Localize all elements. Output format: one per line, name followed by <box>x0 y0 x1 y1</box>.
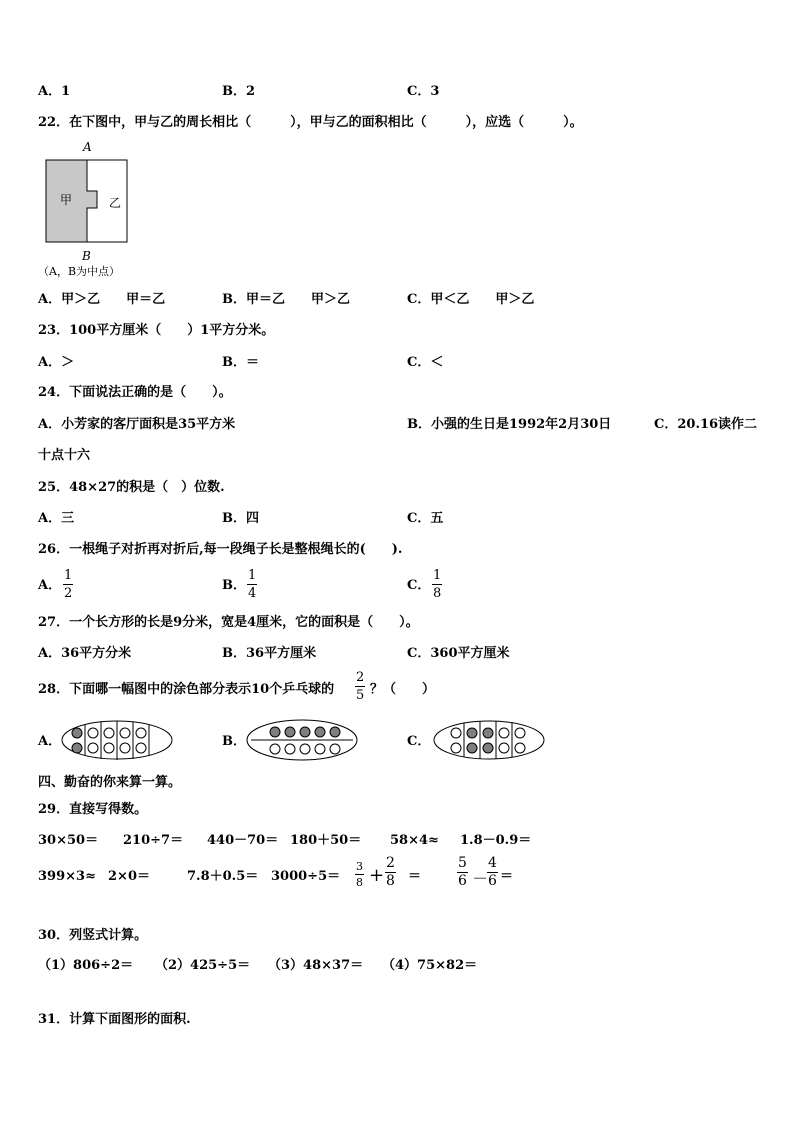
ping-pong-ball <box>270 727 280 737</box>
q26-letter-b: B． <box>222 578 246 593</box>
ping-pong-ball <box>467 743 477 753</box>
q29-frac-expr2-b: 4 6 <box>488 855 497 889</box>
q29-item-3: 440－70＝ <box>207 833 279 848</box>
ping-pong-ball <box>515 743 525 753</box>
q22-label-b: B <box>82 249 91 263</box>
ping-pong-ball <box>300 744 310 754</box>
q22-option-b: B．甲＝乙 甲＞乙 <box>222 292 350 307</box>
ping-pong-ball <box>330 727 340 737</box>
q29-item-9: 7.8＋0.5＝ <box>187 869 259 884</box>
q26-letter-c: C． <box>407 578 431 593</box>
q29-item-10: 3000÷5＝ <box>271 869 341 884</box>
q27-option-b: B．36平方厘米 <box>222 646 317 661</box>
q22-caption: （A，B为中点） <box>38 265 121 278</box>
ping-pong-ball <box>120 743 130 753</box>
q24-option-a: A．小芳家的客厅面积是35平方米 <box>38 417 236 432</box>
ping-pong-ball <box>467 728 477 738</box>
ping-pong-ball <box>483 743 493 753</box>
q29-item-1: 30×50＝ <box>38 833 99 848</box>
ping-pong-ball <box>136 728 146 738</box>
q30-item-4: （4）75×82＝ <box>382 958 478 973</box>
q22-label-jia: 甲 <box>60 193 73 207</box>
q28-figure-c <box>432 718 548 764</box>
q25-question: 25．48×27的积是（ ）位数. <box>38 480 225 495</box>
q21-option-a: A．1 <box>38 84 71 99</box>
q22-option-a: A．甲＞乙 甲＝乙 <box>38 292 166 307</box>
q29-frac-expr1-eq: ＝ <box>408 869 422 884</box>
q30-item-3: （3）48×37＝ <box>268 958 364 973</box>
q29-item-2: 210÷7＝ <box>123 833 184 848</box>
q31-title: 31．计算下面图形的面积. <box>38 1012 191 1027</box>
q28-question-start: 28．下面哪一幅图中的涂色部分表示10个乒乓球的 <box>38 682 335 697</box>
q30-title: 30．列竖式计算。 <box>38 928 148 943</box>
ping-pong-ball <box>88 728 98 738</box>
ping-pong-ball <box>315 744 325 754</box>
q28-fraction: 2 5 <box>356 670 365 703</box>
section-4-heading: 四、勤奋的你来算一算。 <box>38 775 182 790</box>
ping-pong-ball <box>136 743 146 753</box>
q29-item-7: 399×3≈ <box>38 869 96 884</box>
q23-option-b: B．＝ <box>222 355 259 370</box>
q27-question: 27．一个长方形的长是9分米，宽是4厘米，它的面积是（ ）。 <box>38 615 419 630</box>
q28-letter-c: C． <box>407 734 431 749</box>
q25-option-b: B．四 <box>222 511 259 526</box>
ping-pong-ball <box>104 728 114 738</box>
q29-frac-expr1-op: + <box>369 865 385 886</box>
q27-option-c: C．360平方厘米 <box>407 646 510 661</box>
q24-option-b: B．小强的生日是1992年2月30日 <box>407 417 612 432</box>
q26-letter-a: A． <box>38 578 62 593</box>
q28-letter-a: A． <box>38 734 62 749</box>
q29-item-4: 180＋50＝ <box>290 833 362 848</box>
q26-fraction-a: 1 2 <box>64 568 73 601</box>
ping-pong-ball <box>104 743 114 753</box>
q26-question: 26．一根绳子对折再对折后,每一段绳子长是整根绳长的( ). <box>38 542 403 557</box>
ping-pong-ball <box>120 728 130 738</box>
q29-frac-expr1-a: 3 8 <box>356 860 363 889</box>
q30-item-1: （1）806÷2＝ <box>38 958 134 973</box>
q21-option-c: C．3 <box>407 84 440 99</box>
q30-item-2: （2）425÷5＝ <box>155 958 251 973</box>
q24-option-c-continued: 十点十六 <box>38 448 91 463</box>
q29-frac-expr2-eq: ＝ <box>500 869 514 884</box>
ping-pong-ball <box>285 727 295 737</box>
q23-option-a: A．＞ <box>38 355 75 370</box>
q29-item-6: 1.8－0.9＝ <box>460 833 532 848</box>
q28-figure-a <box>60 718 176 764</box>
ping-pong-ball <box>499 743 509 753</box>
q28-figure-b <box>245 718 361 764</box>
ping-pong-ball <box>72 728 82 738</box>
q25-option-a: A．三 <box>38 511 75 526</box>
ping-pong-ball <box>483 728 493 738</box>
q22-figure <box>38 138 148 283</box>
q24-option-c: C．20.16读作二 <box>654 417 758 432</box>
q27-option-a: A．36平方分米 <box>38 646 132 661</box>
q28-letter-b: B． <box>222 734 246 749</box>
q29-title: 29．直接写得数。 <box>38 802 148 817</box>
q22-label-a: A <box>83 140 92 154</box>
q29-frac-expr2-op: － <box>472 869 489 888</box>
ping-pong-ball <box>499 728 509 738</box>
ping-pong-ball <box>451 743 461 753</box>
q28-question-end: ？（ ） <box>370 682 436 697</box>
q22-option-c: C．甲＜乙 甲＞乙 <box>407 292 535 307</box>
ping-pong-ball <box>72 743 82 753</box>
q22-label-yi: 乙 <box>109 196 122 210</box>
ping-pong-ball <box>88 743 98 753</box>
q23-option-c: C．＜ <box>407 355 444 370</box>
q29-frac-expr1-b: 2 8 <box>386 855 395 889</box>
ping-pong-ball <box>300 727 310 737</box>
q22-question: 22．在下图中，甲与乙的周长相比（ ），甲与乙的面积相比（ ），应选（ ）。 <box>38 115 583 130</box>
ping-pong-ball <box>270 744 280 754</box>
q29-item-8: 2×0＝ <box>108 869 150 884</box>
q26-fraction-c: 1 8 <box>433 568 442 601</box>
q26-fraction-b: 1 4 <box>248 568 257 601</box>
q29-item-5: 58×4≈ <box>390 833 439 848</box>
ping-pong-ball <box>285 744 295 754</box>
q29-frac-expr2-a: 5 6 <box>458 855 467 889</box>
ping-pong-ball <box>330 744 340 754</box>
q24-question: 24．下面说法正确的是（ ）。 <box>38 385 232 400</box>
q25-option-c: C．五 <box>407 511 444 526</box>
q23-question: 23．100平方厘米（ ）1平方分米。 <box>38 323 275 338</box>
ping-pong-ball <box>451 728 461 738</box>
ping-pong-ball <box>315 727 325 737</box>
q21-option-b: B．2 <box>222 84 256 99</box>
ping-pong-ball <box>515 728 525 738</box>
